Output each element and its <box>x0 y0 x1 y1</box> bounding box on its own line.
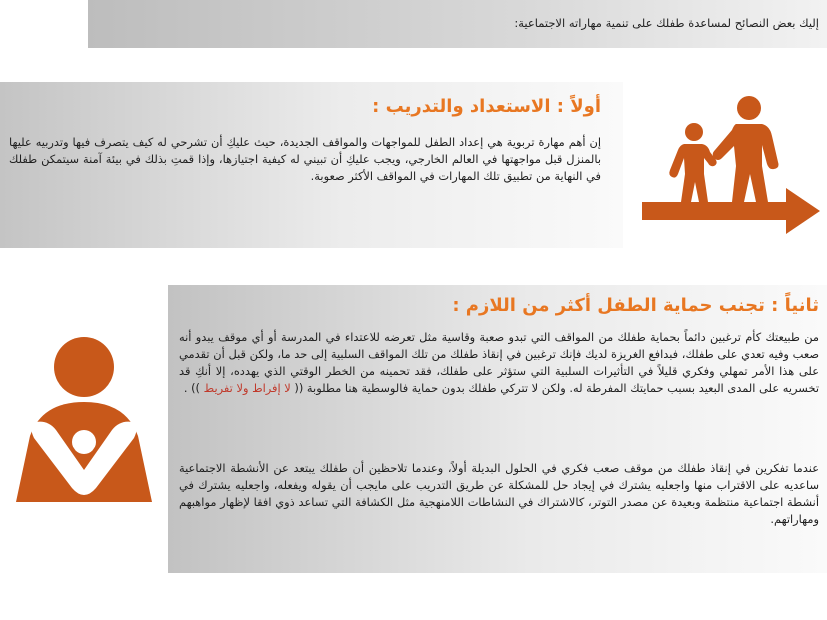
moderation-phrase: لا إفراط ولا تفريط <box>203 381 291 395</box>
section2-paragraph-1-end: )) . <box>183 381 201 395</box>
section2-title: ثانياً : تجنب حماية الطفل أكثر من اللازم : <box>452 295 819 316</box>
protected-child-icon <box>14 330 154 505</box>
intro-text: إليك بعض النصائح لمساعدة طفلك على تنمية مهاراته الاجتماعية: <box>514 16 819 30</box>
section1-paragraph: إن أهم مهارة تربوية هي إعداد الطفل للمواجهات والمواقف الجديدة، حيث عليكِ أن تشرحي له كيف يتصرف فيها وتدربيه عليها بالمنزل قبل مواجهتها في العالم الخارجي، ويجب عليكِ أن تبيني له كيفية اجتيازها، وإذا قمتِ بذلك في بيئة آمنة سيتمكن طفلك في النهاية من تطبيق تلك المهارات في المواقف الأكثر صعوبة. <box>9 135 601 183</box>
intro-panel <box>88 0 827 48</box>
section2-paragraph-2: عندما تفكرين في إنقاذ طفلك من موقف صعب فكري في الحلول البديلة أولاً، وعندما تلاحظين أن طفلك يبتعد عن الأنشطة الاجتماعية ساعديه على الاقتراب منها واجعليه يشترك في إيجاد حل للمشكلة عن طريق التدريب على مايجب أن يقوله ويفعله، واجعليه يشترك في أنشطة اجتماعية منتظمة وبعيدة عن مصدر التوتر، كالاشتراك في النشاطات اللامنهجية مثل الكشافة التي تساعد ذوي افقا لإظهار مواهبهم ومهاراتهم. <box>179 461 819 526</box>
section1-title: أولاً : الاستعداد والتدريب : <box>372 96 601 117</box>
section-avoid-overprotection <box>168 285 827 573</box>
section-preparation-training <box>0 82 623 248</box>
section2-paragraph-1 <box>179 329 819 397</box>
section2-paragraph-1-main: من طبيعتك كأم ترغبين دائماً بحماية طفلك من المواقف التي تبدو صعبة وقاسية مثل تعرضه للاعتداء في المدرسة أو أي موقف يبدو أنه صعب وفيه تعدي على طفلك، فبدافع الغريزة لديك فإنك ترغبين في إنقاذ طفلك من تلك المواقف السلبية إلى حد ما، ولكن قبل أن تقدمي على هذا الأمر تمهلي وفكري قليلاً في التأثيرات السلبية التي ستؤثر على طفلك، فقد تحمينه من الخطر الوقتي الذي يهدده، إلا أنكِ قد تخسريه على المدى البعيد بسبب حمايتك المفرطة له. ولكن لا تتركي طفلك بدون حماية فالوسطية هنا مطلوبة (( <box>179 330 819 395</box>
walking-adult-child-icon <box>636 90 822 240</box>
